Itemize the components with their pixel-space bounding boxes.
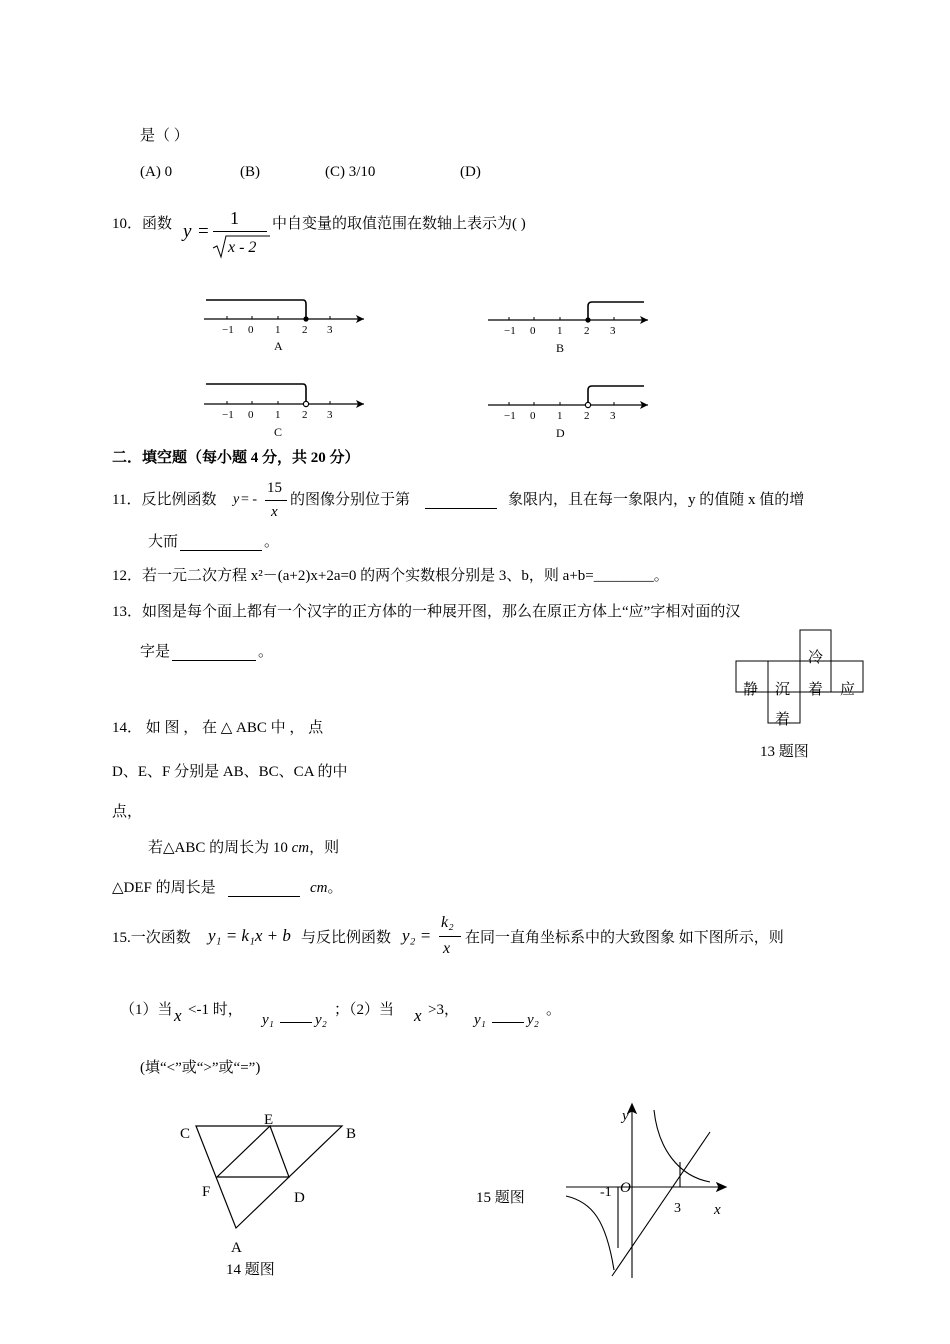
origin-label: O bbox=[620, 1180, 631, 1196]
q11-eq: = - bbox=[241, 492, 258, 507]
tick-label: −1 bbox=[222, 324, 234, 336]
option-label-c: C bbox=[274, 425, 283, 439]
q14-unit: cm。 bbox=[310, 880, 343, 896]
q13-line2: 字是 bbox=[140, 644, 171, 660]
q11-den: x bbox=[271, 504, 278, 520]
q10-y: y bbox=[183, 221, 192, 242]
point-label: C bbox=[180, 1126, 191, 1142]
cube-face: 着 bbox=[775, 712, 791, 726]
q14-line3: 点， bbox=[112, 804, 143, 820]
q10-eq: = bbox=[198, 221, 209, 242]
q15-y2b: y₂ bbox=[527, 1012, 539, 1028]
q11-end: 。 bbox=[264, 534, 280, 550]
tick-label: 3 bbox=[674, 1201, 681, 1216]
tick-label: 0 bbox=[248, 324, 254, 336]
q11-num: 15 bbox=[267, 480, 282, 496]
tick-label: 0 bbox=[530, 325, 536, 337]
y-axis-label: y bbox=[622, 1108, 629, 1124]
cube-face: 静 bbox=[743, 682, 759, 698]
option-label-d: D bbox=[556, 426, 565, 440]
q11-blank-1[interactable] bbox=[425, 494, 497, 509]
q10-radicand: x - 2 bbox=[228, 239, 257, 256]
q15-caption: 15 题图 bbox=[476, 1190, 525, 1206]
q15-f2-lhs: y₂ = bbox=[402, 926, 432, 945]
q15-sep: ；（2）当 bbox=[334, 1002, 395, 1018]
tick-label: 3 bbox=[610, 410, 616, 422]
q14-line5: △DEF 的周长是 bbox=[112, 880, 216, 896]
q15-f1: y₁ = k₁x + b bbox=[208, 926, 291, 945]
function-graph bbox=[560, 1098, 760, 1280]
option-label-a: A bbox=[274, 339, 283, 353]
cube-face: 应 bbox=[840, 682, 856, 698]
cube-face: 着 bbox=[808, 682, 824, 698]
q9-option-c: (C) 3/10 bbox=[325, 164, 376, 180]
q9-option-a: (A) 0 bbox=[140, 164, 173, 180]
tick-label: 1 bbox=[557, 410, 563, 422]
q12-text: 12．若一元二次方程 x²－(a+2)x+2a=0 的两个实数根分别是 3、b，则 a+b=________。 bbox=[112, 568, 669, 584]
q14-caption: 14 题图 bbox=[226, 1262, 275, 1278]
x-axis-label: x bbox=[714, 1202, 721, 1218]
triangle-diagram bbox=[170, 1110, 370, 1260]
q15-fraction-bar bbox=[439, 936, 461, 937]
tick-label: −1 bbox=[504, 325, 516, 337]
tick-label: 2 bbox=[302, 324, 308, 336]
numberline-c bbox=[200, 376, 380, 444]
tick-label: 2 bbox=[584, 325, 590, 337]
q14-line4: 若△ABC 的周长为 10 cm，则 bbox=[148, 840, 340, 856]
q15-blank-1[interactable] bbox=[280, 1022, 312, 1023]
q13-blank[interactable] bbox=[172, 646, 256, 661]
q11-prefix: 11．反比例函数 bbox=[112, 492, 217, 508]
q15-f2-num: k₂ bbox=[441, 914, 454, 931]
q10-num: 1 bbox=[230, 208, 239, 228]
q14-line2: D、E、F 分别是 AB、BC、CA 的中 bbox=[112, 764, 348, 780]
tick-label: 1 bbox=[275, 324, 281, 336]
q10-prefix: 10．函数 bbox=[112, 216, 173, 232]
q15-part1b: <-1 时， bbox=[188, 1002, 243, 1018]
cube-net-diagram bbox=[734, 628, 866, 726]
q15-prefix: 15.一次函数 bbox=[112, 930, 191, 946]
q15-suffix: 在同一直角坐标系中的大致图象 如下图所示，则 bbox=[465, 930, 784, 946]
numberline-b bbox=[484, 294, 664, 362]
point-label: A bbox=[231, 1240, 242, 1256]
tick-label: -1 bbox=[600, 1185, 612, 1200]
q14-line1: 14． 如 图 ， 在 △ ABC 中 ， 点 bbox=[112, 720, 324, 736]
q15-part1: （1）当 bbox=[120, 1002, 173, 1018]
point-label: D bbox=[294, 1190, 305, 1206]
section-heading: 二．填空题（每小题 4 分，共 20 分） bbox=[112, 450, 360, 466]
q13-end: 。 bbox=[258, 644, 274, 660]
numberline-a bbox=[200, 292, 380, 360]
q15-y1: y₁ bbox=[262, 1012, 274, 1028]
q11-blank-2[interactable] bbox=[180, 536, 262, 551]
q13-line1: 13．如图是每个面上都有一个汉字的正方体的一种展开图，那么在原正方体上“应”字相对面的汉 bbox=[112, 604, 741, 620]
cube-face: 冷 bbox=[808, 650, 824, 666]
q15-y1b: y₁ bbox=[474, 1012, 486, 1028]
tick-label: 3 bbox=[327, 324, 333, 336]
q9-option-d: (D) bbox=[460, 164, 481, 180]
q11-fraction-bar bbox=[265, 500, 287, 501]
q15-part2b: >3， bbox=[428, 1002, 459, 1018]
q10-fraction-bar bbox=[213, 231, 267, 232]
point-label: B bbox=[346, 1126, 357, 1142]
tick-label: 3 bbox=[610, 325, 616, 337]
q15-f2-den: x bbox=[443, 940, 451, 957]
tick-label: −1 bbox=[222, 409, 234, 421]
q9-option-b: (B) bbox=[240, 164, 260, 180]
q15-x2: x bbox=[414, 1006, 422, 1025]
q15-y2: y₂ bbox=[315, 1012, 327, 1028]
q15-mid: 与反比例函数 bbox=[301, 930, 392, 946]
tick-label: 1 bbox=[557, 325, 563, 337]
tick-label: 1 bbox=[275, 409, 281, 421]
option-label-b: B bbox=[556, 341, 565, 355]
q10-suffix: 中自变量的取值范围在数轴上表示为( ) bbox=[272, 216, 526, 232]
q11-line2: 大而 bbox=[148, 534, 179, 550]
point-label: E bbox=[264, 1112, 274, 1128]
numberline-d bbox=[484, 378, 664, 446]
tick-label: −1 bbox=[504, 410, 516, 422]
tick-label: 3 bbox=[327, 409, 333, 421]
q15-x: x bbox=[174, 1006, 182, 1025]
q14-blank[interactable] bbox=[228, 882, 300, 897]
cube-face: 沉 bbox=[775, 682, 791, 698]
q15-end: 。 bbox=[546, 1002, 562, 1018]
q11-mid2: 象限内，且在每一象限内，y 的值随 x 值的增 bbox=[508, 492, 805, 508]
q9-tail: 是（ ） bbox=[140, 128, 189, 144]
tick-label: 0 bbox=[248, 409, 254, 421]
point-label: F bbox=[202, 1184, 211, 1200]
tick-label: 2 bbox=[302, 409, 308, 421]
tick-label: 0 bbox=[530, 410, 536, 422]
q11-y: y bbox=[233, 492, 240, 507]
tick-label: 2 bbox=[584, 410, 590, 422]
q15-blank-2[interactable] bbox=[492, 1022, 524, 1023]
q15-hint: (填“<”或“>”或“=”) bbox=[140, 1060, 261, 1076]
q13-caption: 13 题图 bbox=[760, 744, 809, 760]
q11-mid: 的图像分别位于第 bbox=[290, 492, 411, 508]
